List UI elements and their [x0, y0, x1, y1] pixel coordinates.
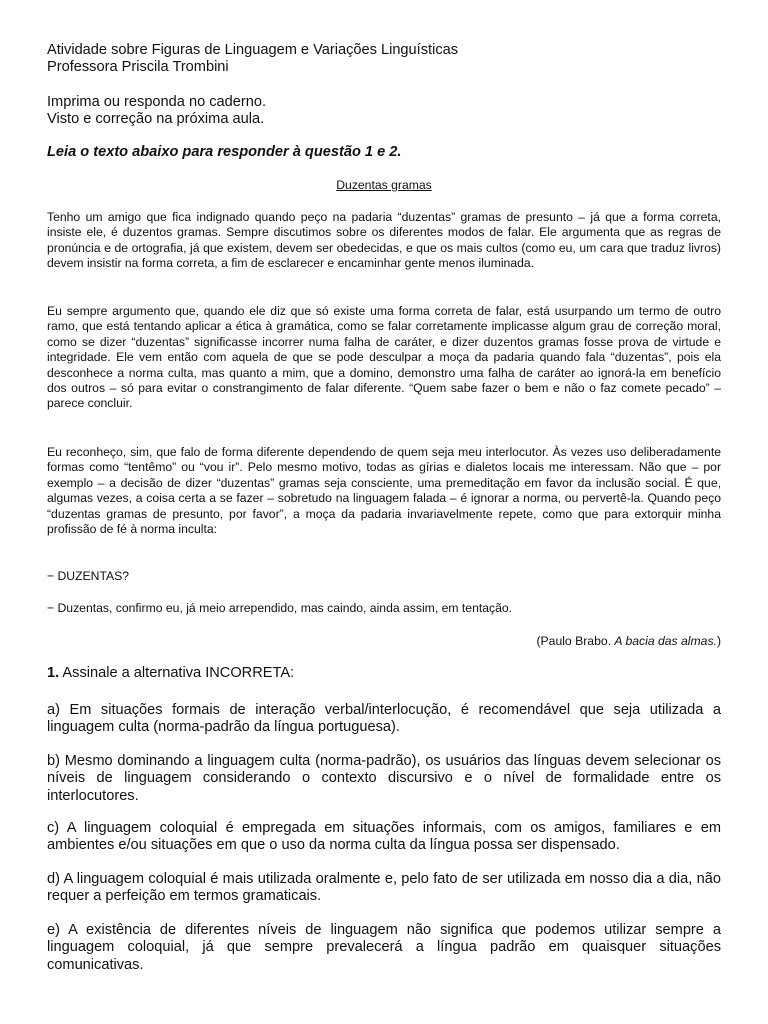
dialogue-line: − Duzentas, confirmo eu, já meio arrependido, mas caindo, ainda assim, em tentação.: [47, 601, 513, 615]
activity-title: Atividade sobre Figuras de Linguagem e Variações Linguísticas: [47, 42, 459, 58]
paragraph-1-block: [47, 210, 721, 272]
citation: [536, 634, 721, 648]
option-text: e) A existência de diferentes níveis de linguagem não significa que podemos utilizar sempre a linguagem coloquial, já que sempre prevalecerá a língua padrão em quaisquer situações comunicativas.: [47, 922, 721, 973]
dialogue-line-2-block: [47, 601, 721, 616]
option-d: [47, 871, 721, 906]
text-paragraph: Eu reconheço, sim, que falo de forma diferente dependendo de quem seja meu interlocutor. Às vezes uso deliberadamente formas como “tentêmo” ou “vou ir”. Pelo mesmo motivo, todas as gírias e dialetos locais me interessam. Não que – por exemplo – a decisão de dizer “duzentas” gramas seja consciente, uma premeditação em favor da inclusão social. É que, algumas vezes, a coisa certa a se fazer – sobretudo na linguagem falada – é ignorar a norma, ou pervertê-la. Quando peço “duzentas gramas de presunto, por favor”, a moça da padaria invariavelmente repete, como que para extorquir minha profissão de fé à norma inculta:: [47, 445, 721, 537]
question-prompt: [47, 665, 721, 682]
question-number: 1.: [47, 665, 60, 681]
instructions-block: [47, 94, 266, 127]
print-instruction: Imprima ou responda no caderno.: [47, 94, 267, 110]
text-paragraph: Eu sempre argumento que, quando ele diz que só existe uma forma correta de falar, está usurpando um termo de outro ramo, que está tentando aplicar a ética à gramática, como se falar corretamente implicasse algum grau de correção moral, como se dizer “duzentas” significasse incorrer numa falha de caráter, e dizer duzentos gramas fosse prova de virtude e integridade. Ele vem então com aquela de que se pode desculpar a moça da padaria quando fala “duzentas”, pois ela desconhece a norma culta, mas quanto a mim, que a domino, demonstro uma falha de caráter ao ignorá-la em benefício dos outros – só para evitar o constrangimento de falar diferente. “Quem sabe fazer o bem e não o faz comete pecado” – parece concluir.: [47, 304, 721, 411]
option-text: a) Em situações formais de interação verbal/interlocução, é recomendável que seja utilizada a linguagem culta (norma-padrão da língua portuguesa).: [47, 702, 721, 736]
paragraph-2-block: [47, 304, 721, 412]
header-block: [47, 42, 458, 75]
teacher-name: Professora Priscila Trombini: [47, 58, 229, 75]
question-text: Assinale a alternativa INCORRETA:: [59, 665, 295, 681]
option-a: [47, 702, 721, 737]
citation-author: (Paulo Brabo.: [536, 634, 615, 648]
option-text: c) A linguagem coloquial é empregada em situações informais, com os amigos, familiares e em ambientes e/ou situações em que o uso da norma culta da língua possa ser dispensado.: [47, 820, 721, 854]
option-text: b) Mesmo dominando a linguagem culta (norma-padrão), os usuários das línguas devem selecionar os níveis de linguagem considerando o contexto discursivo e o nível de formalidade entre os interlocutores.: [47, 753, 721, 804]
citation-end: ): [716, 634, 721, 648]
text-title: Duzentas gramas: [336, 178, 432, 192]
citation-work: A bacia das almas.: [614, 634, 717, 648]
correction-note: Visto e correção na próxima aula.: [47, 110, 265, 127]
option-b: [47, 753, 721, 805]
text-paragraph: Tenho um amigo que fica indignado quando peço na padaria “duzentas” gramas de presunto – já que a forma correta, insiste ele, é duzentos gramas. Sempre discutimos sobre os diferentes modos de falar. Ele argumenta que as regras de pronúncia e de ortografia, já que existem, devem ser obedecidas, e que os mais cultos (como eu, um cara que traduz livros) devem insistir na forma correta, a fim de esclarecer e encaminhar gente menos iluminada.: [47, 210, 721, 271]
dialogue-line: − DUZENTAS?: [47, 569, 130, 583]
option-text: d) A linguagem coloquial é mais utilizada oralmente e, pelo fato de ser utilizada em nosso dia a dia, não requer a perfeição em termos gramaticais.: [47, 871, 721, 905]
reading-instruction: Leia o texto abaixo para responder à questão 1 e 2.: [47, 144, 402, 160]
dialogue-line-1-block: [47, 569, 721, 584]
option-c: [47, 820, 721, 855]
option-e: [47, 922, 721, 974]
paragraph-3-block: [47, 445, 721, 537]
